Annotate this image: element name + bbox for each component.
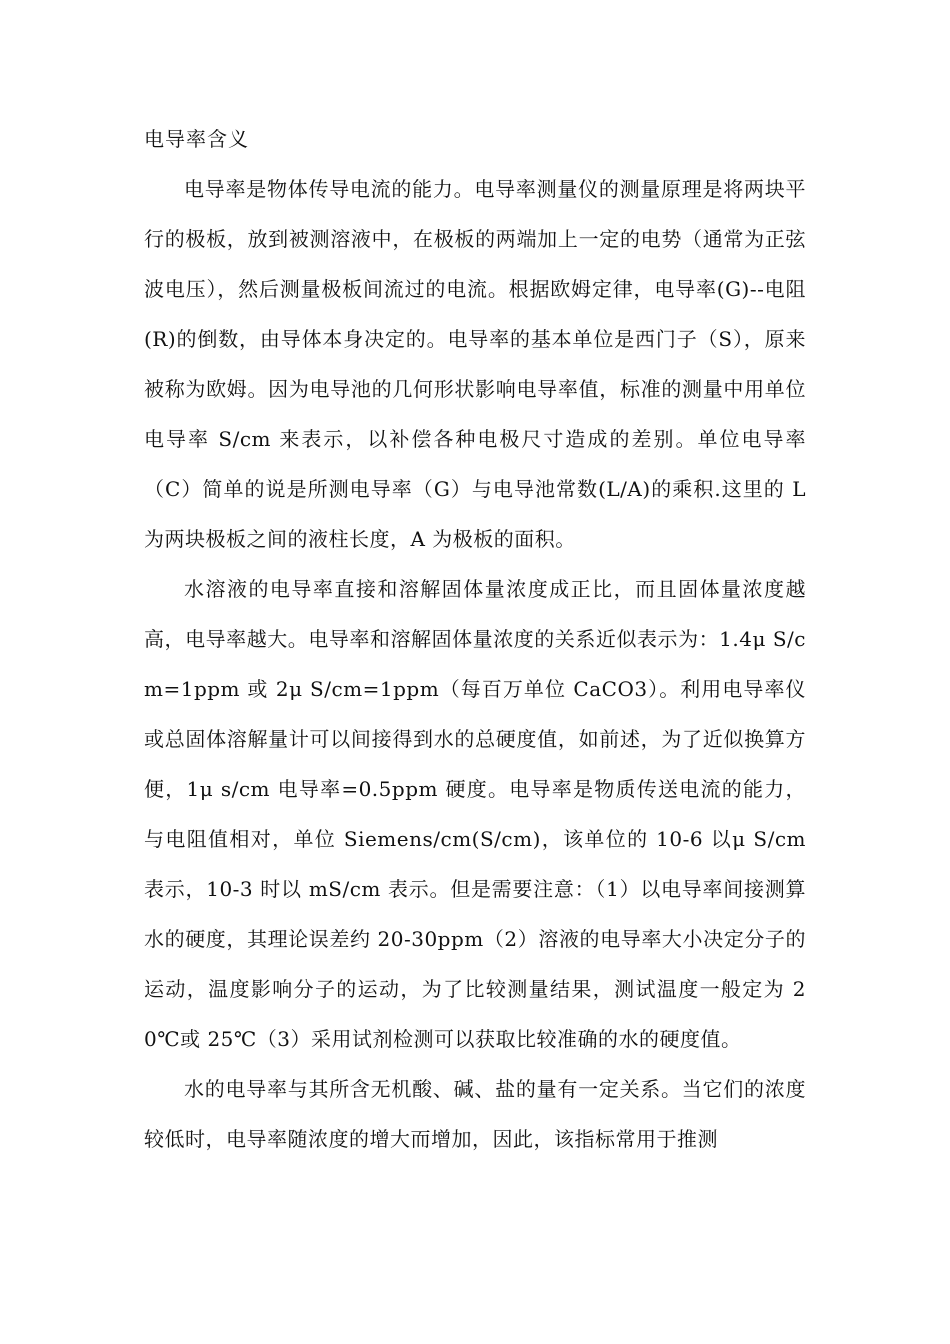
paragraph-definition: 电导率是物体传导电流的能力。电导率测量仪的测量原理是将两块平行的极板，放到被测溶液中，在极板的两端加上一定的电势（通常为正弦波电压），然后测量极板间流过的电流。根据欧姆定律，电导率(G)--电阻(R)的倒数，由导体本身决定的。电导率的基本单位是西门子（S），原来被称为欧姆。因为电导池的几何形状影响电导率值，标准的测量中用单位电导率 S/cm 来表示，以补偿各种电极尺寸造成的差别。单位电导率（C）简单的说是所测电导率（G）与电导池常数(L/A)的乘积.这里的 L 为两块极板之间的液柱长度，A 为极板的面积。 bbox=[144, 177, 806, 551]
paragraph-solution-conductivity: 水溶液的电导率直接和溶解固体量浓度成正比，而且固体量浓度越高，电导率越大。电导率和溶解固体量浓度的关系近似表示为：1.4μ S/cm=1ppm 或 2μ S/cm=1ppm（每百万单位 CaCO3）。利用电导率仪或总固体溶解量计可以间接得到水的总硬度值，如前述，为了近似换算方便，1μ s/cm 电导率=0.5ppm 硬度。电导率是物质传送电流的能力，与电阻值相对，单位 Siemens/cm(S/cm)，该单位的 10-6 以μ S/cm 表示，10-3 时以 mS/cm 表示。但是需要注意：（1）以电导率间接测算水的硬度，其理论误差约 20-30ppm（2）溶液的电导率大小决定分子的运动，温度影响分子的运动，为了比较测量结果，测试温度一般定为 20℃或 25℃（3）采用试剂检测可以获取比较准确的水的硬度值。 bbox=[144, 577, 806, 1051]
document-body bbox=[144, 114, 806, 1164]
document-title: 电导率含义 bbox=[144, 127, 249, 151]
paragraph-inorganic-content: 水的电导率与其所含无机酸、碱、盐的量有一定关系。当它们的浓度较低时，电导率随浓度的增大而增加，因此，该指标常用于推测 bbox=[144, 1077, 806, 1151]
